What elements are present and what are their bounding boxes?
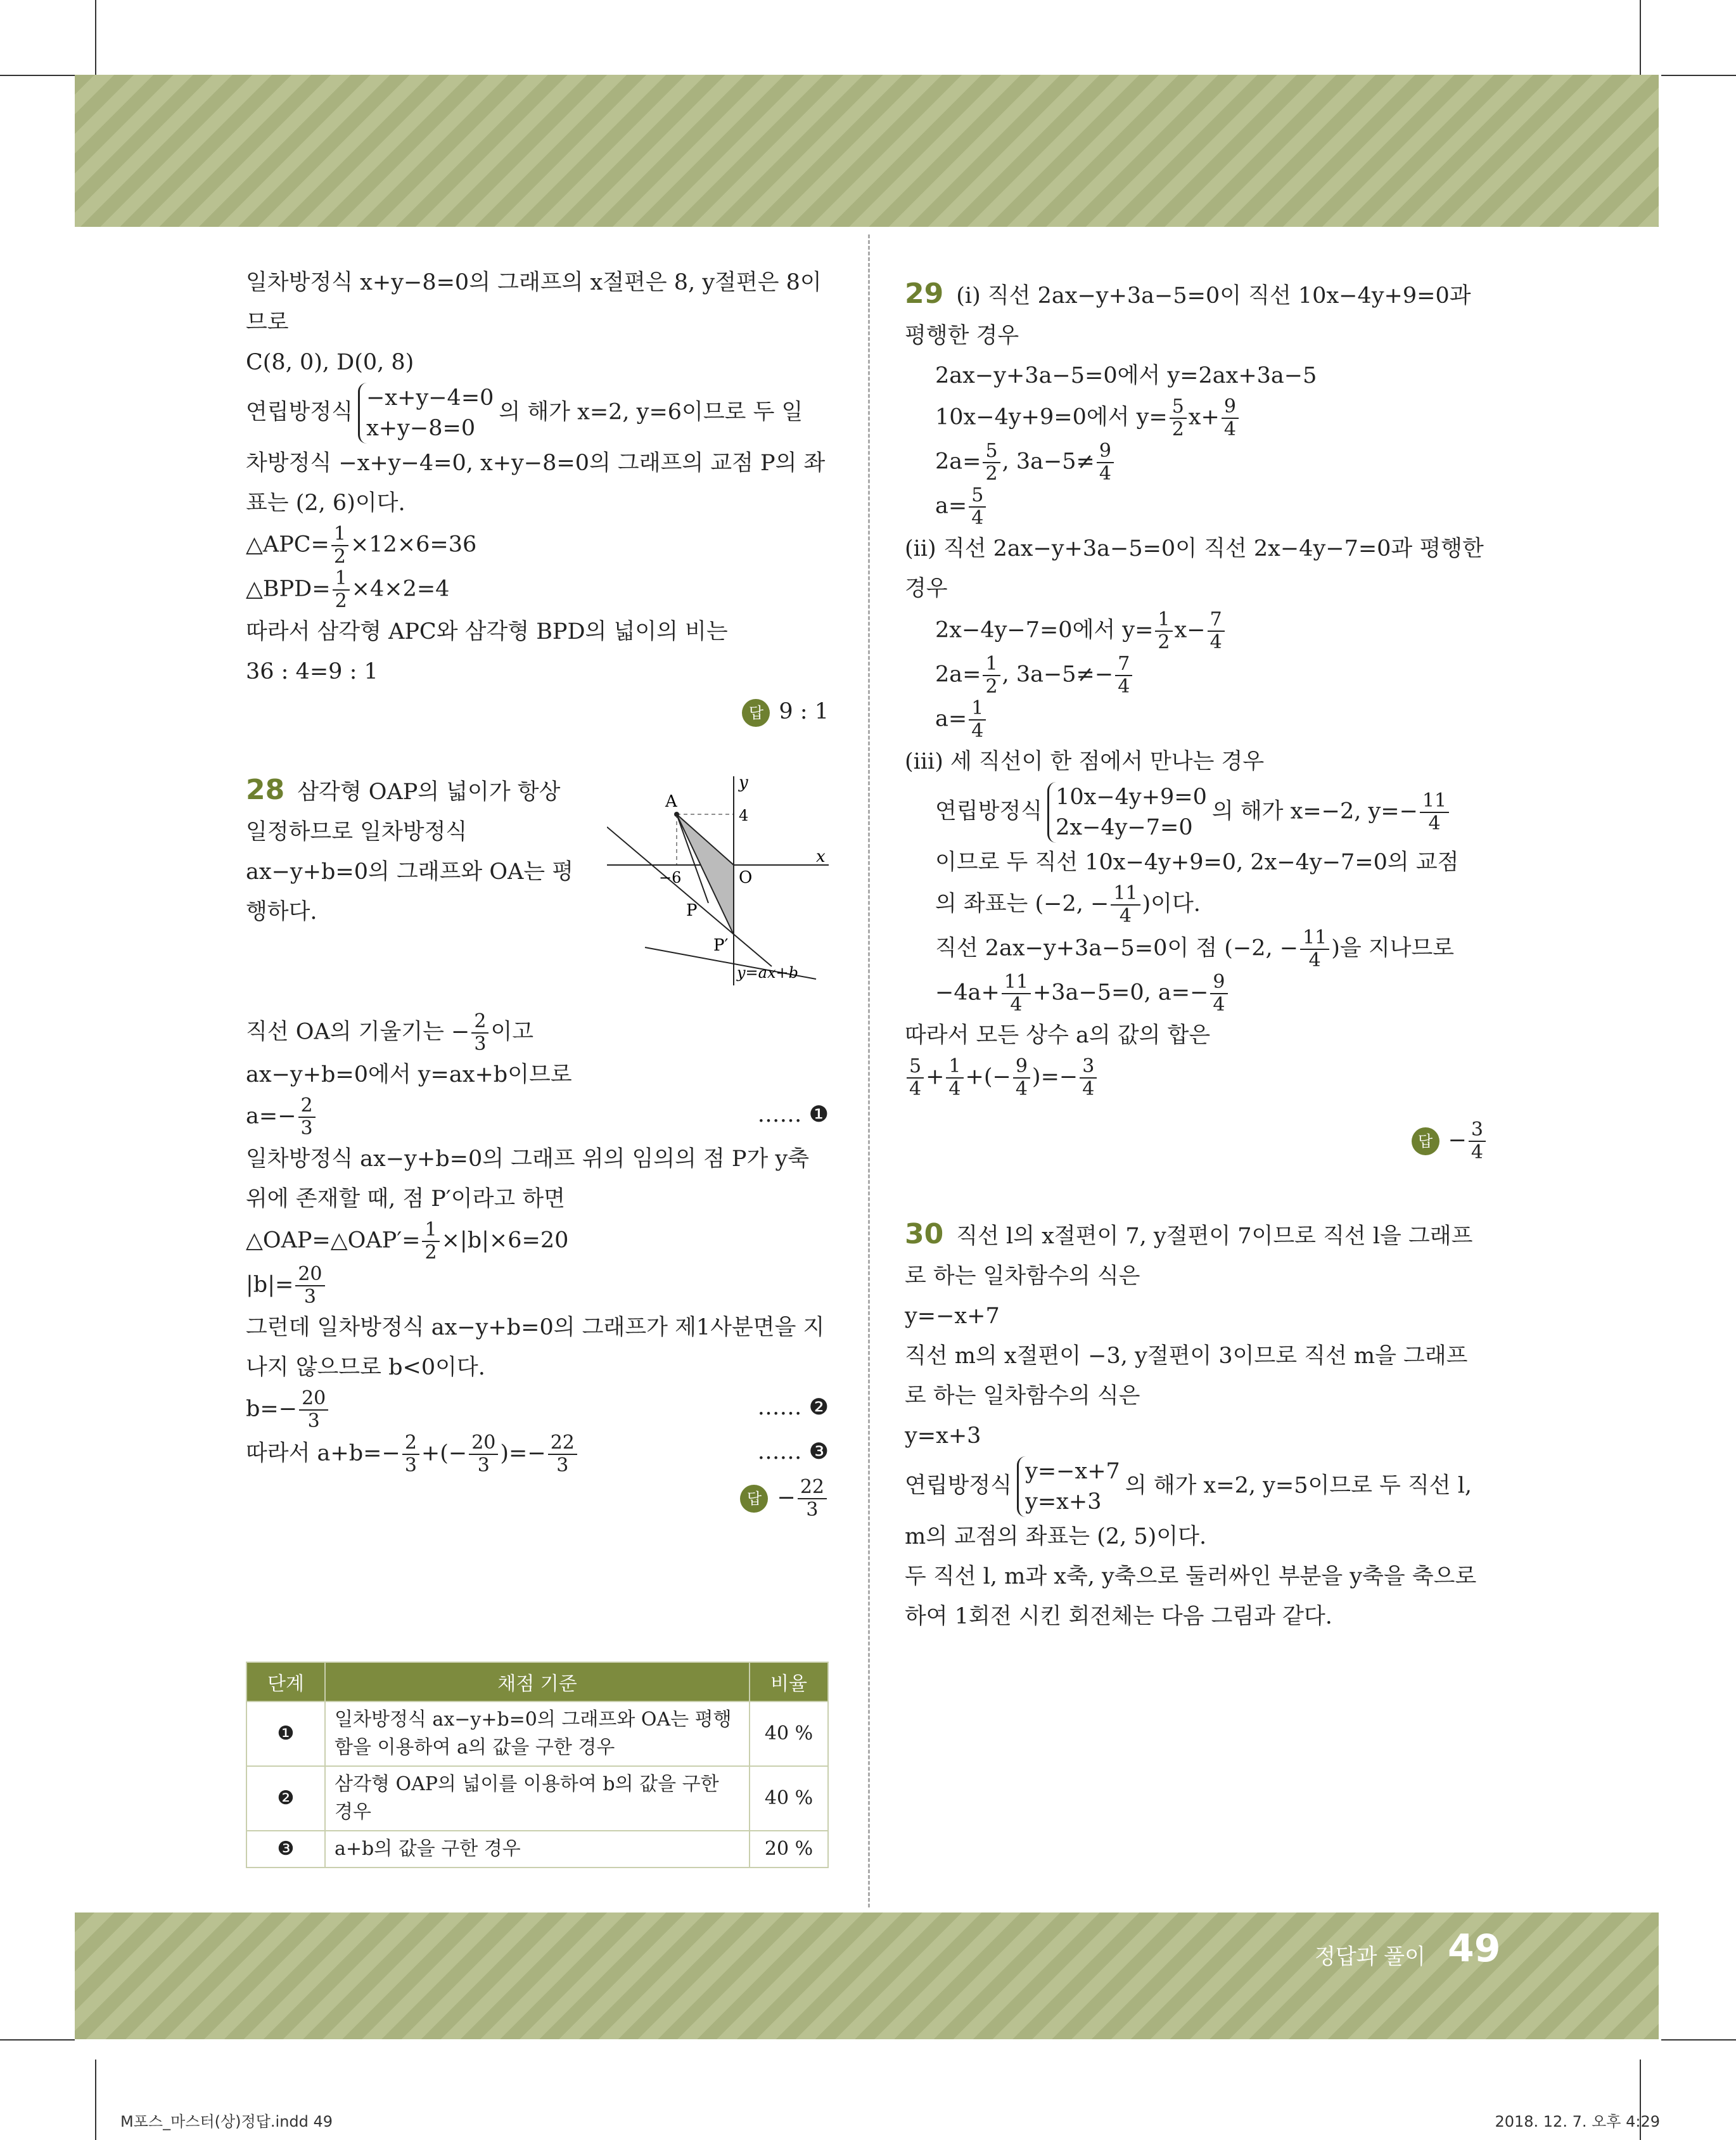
fraction <box>298 1095 316 1139</box>
answer-28 <box>246 1477 829 1521</box>
system-line <box>246 383 829 444</box>
point-a <box>674 812 679 817</box>
expr-part: )=− <box>1031 1064 1078 1090</box>
fraction <box>1170 396 1187 440</box>
table-header: 단계 <box>246 1662 325 1701</box>
apc-prefix: △APC= <box>246 532 329 558</box>
numerator: 9 <box>1222 396 1239 419</box>
q30-line-4: y=x+3 <box>905 1423 981 1449</box>
q30-line-5: m의 교점의 좌표는 (2, 5)이다. <box>905 1524 1207 1549</box>
case-title: (ⅲ) 세 직선이 한 점에서 만나는 경우 <box>905 749 1265 774</box>
system-brace <box>1017 1456 1120 1517</box>
system-eq-1: −x+y−4=0 <box>366 385 494 411</box>
apc-line <box>246 523 829 568</box>
bpd-suffix: ×4×2=4 <box>351 576 450 602</box>
q29-case1-title <box>905 274 1488 356</box>
numerator: 11 <box>1300 927 1329 950</box>
denominator: 4 <box>1010 994 1023 1016</box>
denominator: 3 <box>474 1033 487 1055</box>
denominator: 4 <box>1082 1078 1095 1100</box>
answer-badge: 답 <box>742 699 770 727</box>
case-title: (ⅱ) 직선 2ax−y+3a−5=0이 직선 2x−4y−7=0과 평행한 경우 <box>905 536 1484 601</box>
system-brace <box>1047 782 1207 843</box>
expr-part: 의 해가 x=2, y=5이므로 두 직선 l, <box>1125 1473 1472 1499</box>
numerator: 22 <box>548 1432 577 1455</box>
system-prefix: 연립방정식 <box>246 399 354 425</box>
case3-line-4 <box>905 927 1488 971</box>
print-timestamp: 2018. 12. 7. 오후 4:29 <box>1495 2113 1660 2130</box>
fraction <box>1155 609 1172 653</box>
numerator: 7 <box>1115 653 1132 676</box>
q28-figure <box>607 776 829 985</box>
crop-mark <box>95 2060 96 2140</box>
fraction <box>1111 883 1140 927</box>
slope-line <box>246 1011 829 1055</box>
header-band <box>75 75 1659 227</box>
expr-part: )이다. <box>1142 891 1201 917</box>
expr-part: a= <box>935 706 967 732</box>
b-prefix: b=− <box>246 1396 298 1422</box>
oap-suffix: ×|b|×6=20 <box>441 1227 569 1253</box>
step-mark-2: …… ❷ <box>757 1395 829 1420</box>
denominator: 2 <box>333 546 346 568</box>
numerator: 2 <box>402 1432 419 1455</box>
case2-line-3 <box>905 698 1488 742</box>
numerator: 5 <box>983 440 1000 463</box>
p-text: 일차방정식 ax−y+b=0의 그래프 위의 임의의 점 P가 y축 위에 존재할 때, 점 P′이라고 하면 <box>246 1146 810 1212</box>
denominator: 2 <box>1158 631 1170 653</box>
four-label: 4 <box>739 807 749 824</box>
fraction <box>471 1011 488 1055</box>
abs-b-prefix: |b|= <box>246 1272 294 1298</box>
denominator: 3 <box>404 1454 417 1477</box>
denominator: 2 <box>1171 418 1184 440</box>
table-row <box>246 1766 828 1831</box>
denominator: 2 <box>985 463 998 485</box>
case2-line-2 <box>905 653 1488 698</box>
case3-system <box>905 782 1488 843</box>
numerator: 1 <box>946 1056 963 1079</box>
table-cell-step: ❷ <box>246 1766 325 1831</box>
expr-part: 2x−4y−7=0에서 y= <box>935 617 1154 643</box>
expr-part: 10x−4y+9=0에서 y= <box>935 404 1168 430</box>
point-p-prime-label: P′ <box>713 936 729 955</box>
oap-prefix: △OAP=△OAP′= <box>246 1227 421 1253</box>
numerator: 7 <box>1208 609 1225 632</box>
fraction <box>946 1056 963 1100</box>
denominator: 3 <box>477 1454 490 1477</box>
numerator: 2 <box>298 1095 316 1118</box>
table-cell-step: ❶ <box>246 1701 325 1766</box>
abs-b-line <box>246 1264 829 1308</box>
fraction <box>1469 1119 1486 1163</box>
apc-suffix: ×12×6=36 <box>350 532 477 558</box>
line-oa <box>607 827 772 966</box>
sum-text: 따라서 모든 상수 a의 값의 합은 <box>905 1023 1211 1048</box>
fraction <box>1208 609 1225 653</box>
fraction <box>422 1219 439 1264</box>
column-divider <box>868 234 870 1907</box>
a-value-line <box>246 1095 829 1139</box>
numerator: 5 <box>1170 396 1187 419</box>
expr-part: x+ <box>1188 404 1220 430</box>
crop-mark <box>1661 2039 1736 2041</box>
q28-text: 삼각형 OAP의 넓이가 항상 일정하므로 일차방정식 ax−y+b=0의 그래프와 OA는 평행하다. <box>246 779 574 925</box>
numerator: 5 <box>907 1056 924 1079</box>
fraction <box>983 653 1000 698</box>
sum-expression <box>905 1056 1488 1100</box>
table-cell-ratio: 20 % <box>750 1831 828 1868</box>
sum-mid: +(− <box>421 1440 468 1466</box>
denominator: 2 <box>424 1241 437 1264</box>
answer-29-sign: − <box>1448 1127 1467 1153</box>
ratio-text: 따라서 삼각형 APC와 삼각형 BPD의 넓이의 비는 <box>246 619 728 644</box>
line-label: y=ax+b <box>737 964 798 982</box>
origin-label: O <box>739 868 753 887</box>
case1-line-2 <box>905 396 1488 440</box>
denominator: 4 <box>1118 676 1130 698</box>
sum-line <box>246 1432 829 1477</box>
crop-mark <box>0 2039 75 2041</box>
right-column <box>905 274 1488 1637</box>
page-number: 49 <box>1448 1926 1501 1971</box>
expr-part: )을 지나므로 <box>1331 935 1455 961</box>
y-axis-label: y <box>739 776 748 792</box>
x-axis-label: x <box>816 847 826 866</box>
answer-27 <box>246 692 829 732</box>
fraction <box>331 523 348 568</box>
numerator: 1 <box>983 653 1000 676</box>
fraction <box>1097 440 1114 485</box>
numerator: 1 <box>1155 609 1172 632</box>
denominator: 2 <box>985 676 998 698</box>
numerator: 1 <box>333 568 350 591</box>
sum-mid-2: )=− <box>500 1440 546 1466</box>
fraction <box>1300 927 1329 971</box>
table-cell-step: ❸ <box>246 1831 325 1868</box>
table-row <box>246 1701 828 1766</box>
expr-part: 의 좌표는 (−2, − <box>935 891 1109 917</box>
numerator: 1 <box>422 1219 439 1242</box>
answer-28-sign: − <box>777 1485 796 1511</box>
point-p-label: P <box>686 901 698 920</box>
denominator: 4 <box>1099 463 1111 485</box>
fraction <box>1013 1056 1030 1100</box>
q30-line-2: y=−x+7 <box>905 1304 1000 1329</box>
expr-part: 연립방정식 <box>905 1473 1012 1499</box>
footer-label: 정답과 풀이 <box>1314 1944 1426 1970</box>
expr-part: + <box>926 1064 945 1090</box>
fraction <box>983 440 1000 485</box>
denominator: 3 <box>307 1410 320 1432</box>
table-cell-criterion: a+b의 값을 구한 경우 <box>325 1831 750 1868</box>
q30-text: 직선 l의 x절편이 7, y절편이 7이므로 직선 l을 그래프로 하는 일차함수의 식은 <box>905 1224 1473 1289</box>
numerator: 20 <box>469 1432 498 1455</box>
a-prefix: a=− <box>246 1103 297 1129</box>
fraction <box>1115 653 1132 698</box>
numerator: 1 <box>969 698 986 721</box>
fraction <box>333 568 350 612</box>
table-cell-ratio: 40 % <box>750 1701 828 1766</box>
fraction <box>798 1477 827 1521</box>
case1-line-3 <box>905 440 1488 485</box>
expr-part: 2a= <box>935 449 981 475</box>
step-mark-1: …… ❶ <box>757 1102 829 1127</box>
denominator: 4 <box>1223 418 1236 440</box>
case3-line-5 <box>905 971 1488 1016</box>
quadrant-text: 그런데 일차방정식 ax−y+b=0의 그래프가 제1사분면을 지나지 않으므로 b<0이다. <box>246 1315 825 1380</box>
file-slug: M포스_마스터(상)정답.indd 49 <box>120 2113 333 2130</box>
numerator: 9 <box>1097 440 1114 463</box>
denominator: 4 <box>1471 1141 1483 1163</box>
fraction <box>1420 790 1449 835</box>
answer-badge: 답 <box>740 1485 768 1513</box>
expr-part: 직선 2ax−y+3a−5=0이 점 (−2, − <box>935 935 1299 961</box>
expr-part: x− <box>1174 617 1206 643</box>
denominator: 3 <box>300 1117 313 1139</box>
denominator: 4 <box>1428 812 1441 835</box>
table-cell-criterion: 삼각형 OAP의 넓이를 이용하여 b의 값을 구한 경우 <box>325 1766 750 1831</box>
crop-mark <box>1640 0 1641 75</box>
q30-system <box>905 1456 1488 1517</box>
triangle-oap <box>677 814 734 935</box>
case2-line-1 <box>905 609 1488 653</box>
case3-line-3 <box>905 883 1488 927</box>
system-eq-2: 2x−4y−7=0 <box>1056 815 1193 840</box>
numerator: 20 <box>299 1388 328 1411</box>
system-eq-2: y=x+3 <box>1025 1489 1102 1515</box>
fraction <box>402 1432 419 1477</box>
table-header: 채점 기준 <box>325 1662 750 1701</box>
intro-line-1: 일차방정식 x+y−8=0의 그래프의 x절편은 8, y절편은 8이므로 <box>246 270 822 335</box>
q28-intro <box>246 770 588 932</box>
denominator: 4 <box>1209 631 1222 653</box>
case1-line-1: 2ax−y+3a−5=0에서 y=2ax+3a−5 <box>935 363 1317 388</box>
numerator: 11 <box>1420 790 1449 813</box>
denominator: 3 <box>806 1499 819 1521</box>
sum-prefix: 따라서 a+b=− <box>246 1440 400 1466</box>
denominator: 4 <box>948 1078 961 1100</box>
ratio-value: 36 : 4=9 : 1 <box>246 659 378 684</box>
denominator: 4 <box>909 1078 922 1100</box>
bpd-line <box>246 568 829 612</box>
case-title: (ⅰ) 직선 2ax−y+3a−5=0이 직선 10x−4y+9=0과 평행한 경우 <box>905 283 1471 349</box>
line-eq: ax−y+b=0에서 y=ax+b이므로 <box>246 1062 572 1087</box>
denominator: 2 <box>335 590 347 612</box>
denominator: 4 <box>971 720 984 742</box>
question-number: 30 <box>905 1218 944 1250</box>
numerator: 2 <box>471 1011 488 1034</box>
table-cell-ratio: 40 % <box>750 1766 828 1831</box>
system-eq-1: y=−x+7 <box>1025 1459 1120 1484</box>
numerator: 3 <box>1080 1056 1097 1079</box>
bpd-prefix: △BPD= <box>246 576 331 602</box>
fraction <box>1210 971 1227 1016</box>
case3-line-2: 이므로 두 직선 10x−4y+9=0, 2x−4y−7=0의 교점 <box>935 850 1459 875</box>
minus-six-label: −6 <box>659 869 682 887</box>
expr-part: 의 해가 x=−2, y=− <box>1211 798 1418 824</box>
grading-table <box>246 1662 829 1868</box>
system-suffix: 의 해가 x=2, y=6이므로 두 일 <box>499 399 803 425</box>
denominator: 3 <box>303 1286 316 1308</box>
expr-part: , 3a−5≠ <box>1002 449 1095 475</box>
fraction <box>548 1432 577 1477</box>
table-row <box>246 1831 828 1868</box>
numerator: 22 <box>798 1477 827 1499</box>
footer-band <box>75 1913 1659 2039</box>
slope-prefix: 직선 OA의 기울기는 − <box>246 1019 470 1045</box>
fraction <box>969 485 986 529</box>
left-column <box>246 263 829 1521</box>
expr-part: a= <box>935 493 967 519</box>
oap-line <box>246 1219 829 1264</box>
step-mark-3: …… ❸ <box>757 1439 829 1464</box>
answer-badge: 답 <box>1412 1127 1439 1155</box>
b-value-line <box>246 1388 829 1432</box>
q30-line-1 <box>905 1214 1488 1297</box>
table-header: 비율 <box>750 1662 828 1701</box>
system-eq-1: 10x−4y+9=0 <box>1056 785 1207 810</box>
fraction <box>1080 1056 1097 1100</box>
system-brace <box>358 383 494 444</box>
fraction <box>1002 971 1031 1016</box>
table-cell-criterion: 일차방정식 ax−y+b=0의 그래프와 OA는 평행함을 이용하여 a의 값을 구한 경우 <box>325 1701 750 1766</box>
case1-line-4 <box>905 485 1488 529</box>
fraction <box>969 698 986 742</box>
answer-29 <box>905 1119 1488 1163</box>
denominator: 4 <box>1015 1078 1028 1100</box>
point-a-label: A <box>665 792 677 811</box>
fraction <box>295 1264 324 1308</box>
crop-mark <box>1661 75 1736 76</box>
question-number: 29 <box>905 278 944 310</box>
fraction <box>469 1432 498 1477</box>
system-continuation: 차방정식 −x+y−4=0, x+y−8=0의 그래프의 교점 P의 좌표는 (2, 6)이다. <box>246 451 826 516</box>
denominator: 4 <box>971 507 984 529</box>
system-eq-2: x+y−8=0 <box>366 416 476 441</box>
q28-header-block <box>246 770 829 1011</box>
denominator: 4 <box>1308 949 1321 971</box>
expr-part: −4a+ <box>935 980 1000 1006</box>
numerator: 20 <box>295 1264 324 1286</box>
expr-part: , 3a−5≠− <box>1002 662 1114 688</box>
numerator: 5 <box>969 485 986 508</box>
table-header-row <box>246 1662 828 1701</box>
denominator: 4 <box>1119 905 1132 927</box>
expr-part: +3a−5=0, a=− <box>1032 980 1209 1006</box>
answer-27-value: 9 : 1 <box>779 699 829 724</box>
numerator: 11 <box>1002 971 1031 994</box>
crop-mark <box>0 75 75 76</box>
expr-part: 2a= <box>935 662 981 688</box>
fraction <box>1222 396 1239 440</box>
denominator: 3 <box>556 1454 569 1477</box>
q30-line-6: 두 직선 l, m과 x축, y축으로 둘러싸인 부분을 y축을 축으로 하여 1회전 시킨 회전체는 다음 그림과 같다. <box>905 1564 1477 1629</box>
q30-line-3: 직선 m의 x절편이 −3, y절편이 3이므로 직선 m을 그래프로 하는 일차함수의 식은 <box>905 1343 1468 1409</box>
numerator: 3 <box>1469 1119 1486 1142</box>
expr-part: +(− <box>965 1064 1011 1090</box>
fraction <box>299 1388 328 1432</box>
denominator: 4 <box>1213 994 1225 1016</box>
numerator: 11 <box>1111 883 1140 906</box>
numerator: 9 <box>1210 971 1227 994</box>
expr-part: 연립방정식 <box>935 798 1043 824</box>
slope-suffix: 이고 <box>490 1019 534 1045</box>
question-number: 28 <box>246 774 285 806</box>
intro-line-2: C(8, 0), D(0, 8) <box>246 350 414 375</box>
numerator: 9 <box>1013 1056 1030 1079</box>
numerator: 1 <box>331 523 348 546</box>
crop-mark <box>95 0 96 75</box>
fraction <box>907 1056 924 1100</box>
